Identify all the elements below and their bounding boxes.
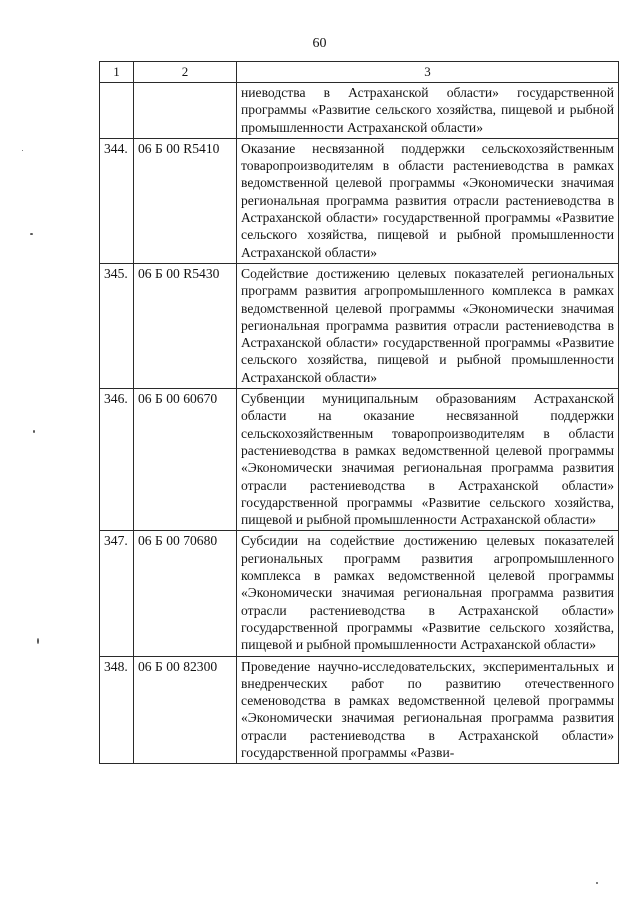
row-code [134,83,237,139]
column-header-description: 3 [237,62,619,83]
table-row [100,263,619,388]
row-code: 06 Б 00 70680 [134,531,237,656]
table-header-row [100,62,619,83]
row-description: Оказание несвязанной поддержки сельскохозяйственным товаропроизводителям в области растениеводства в рамках ведомственной целевой программы «Экономически значимая региональная программа развития отрасли растениеводства в Астраханской области» государственной программы «Развитие сельского хозяйства, пищевой и рыбной промышленности Астраханской области» [237,138,619,263]
row-code: 06 Б 00 60670 [134,389,237,531]
row-number: 345. [100,263,134,388]
row-description: ниеводства в Астраханской области» государственной программы «Развитие сельского хозяйства, пищевой и рыбной промышленности Астраханской области» [237,83,619,139]
row-description: Субсидии на содействие достижению целевых показателей региональных программ развития агропромышленного комплекса в рамках ведомственной целевой программы «Экономически значимая региональная программа развития отрасли растениеводства в Астраханской области» государственной программы «Развитие сельского хозяйства, пищевой и рыбной промышленности Астраханской области» [237,531,619,656]
row-number: 344. [100,138,134,263]
row-code: 06 Б 00 R5410 [134,138,237,263]
row-code: 06 Б 00 R5430 [134,263,237,388]
row-description: Содействие достижению целевых показателей региональных программ развития агропромышленного комплекса в рамках ведомственной целевой программы «Экономически значимая региональная программа развития отрасли растениеводства в Астраханской области» государственной программы «Развитие сельского хозяйства, пищевой и рыбной промышленности Астраханской области» [237,263,619,388]
row-number: 347. [100,531,134,656]
row-number [100,83,134,139]
row-number: 346. [100,389,134,531]
table-row [100,531,619,656]
table-row [100,389,619,531]
row-code: 06 Б 00 82300 [134,656,237,764]
table-row [100,138,619,263]
page-number: 60 [312,36,327,51]
column-header-code: 2 [134,62,237,83]
row-description: Проведение научно-исследовательских, экспериментальных и внедренческих работ по развитию отечественного семеноводства в рамках ведомственной целевой программы «Экономически значимая региональная программа развития отрасли растениеводства в Астраханской области» государственной программы «Разви- [237,656,619,764]
budget-classification-table [99,61,619,764]
table-row [100,656,619,764]
column-header-number: 1 [100,62,134,83]
row-number: 348. [100,656,134,764]
table-row [100,83,619,139]
row-description: Субвенции муниципальным образованиям Астраханской области на оказание несвязанной поддержки сельскохозяйственным товаропроизводителям в области растениеводства в рамках ведомственной целевой программы «Экономически значимая региональная программа развития отрасли растениеводства в Астраханской области» государственной программы «Развитие сельского хозяйства, пищевой и рыбной промышленности Астраханской области» [237,389,619,531]
